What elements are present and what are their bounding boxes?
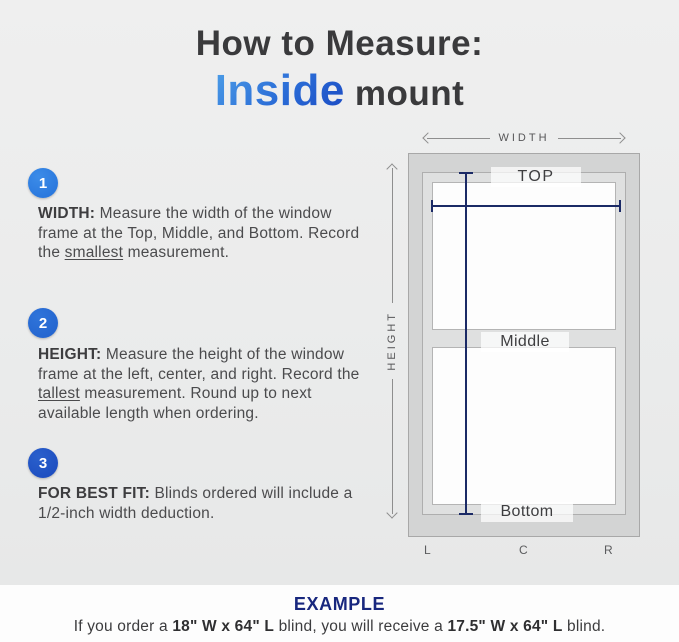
width-measurement-tick-left bbox=[431, 200, 433, 212]
step-3-body: Blinds ordered will include a 1/2-inch width deduction. bbox=[38, 485, 353, 522]
step-3-label: FOR BEST FIT: bbox=[38, 485, 150, 502]
arrow-line bbox=[392, 168, 393, 303]
height-measurement-tick-bottom bbox=[459, 513, 473, 515]
step-1-underlined-term: smallest bbox=[64, 244, 124, 261]
label-middle: Middle bbox=[481, 332, 569, 352]
arrow-up-icon bbox=[386, 163, 397, 174]
step-1-label: WIDTH: bbox=[38, 205, 96, 222]
step-2-text bbox=[38, 345, 376, 423]
arrow-down-icon bbox=[386, 507, 397, 518]
label-bottom: Bottom bbox=[481, 502, 573, 522]
width-arrow-label: WIDTH bbox=[498, 132, 550, 144]
step-1-number-badge: 1 bbox=[28, 168, 58, 198]
example-received-size: 17.5" W x 64" L bbox=[447, 618, 563, 635]
width-measurement-line bbox=[432, 205, 620, 207]
step-1-body: Measure the width of the window frame at the Top, Middle, and Bottom. Record the bbox=[38, 205, 360, 261]
step-1-text bbox=[38, 204, 376, 263]
example-heading: EXAMPLE bbox=[293, 594, 386, 614]
window-pane-bottom bbox=[432, 347, 616, 505]
width-measurement-tick-right bbox=[619, 200, 621, 212]
step-1-body-end: measurement. bbox=[123, 244, 230, 261]
arrow-line bbox=[427, 138, 490, 139]
step-3-text bbox=[38, 484, 376, 523]
example-text-2: blind, you will receive a bbox=[274, 618, 448, 635]
marker-right: R bbox=[604, 543, 614, 557]
arrow-line bbox=[558, 138, 621, 139]
title-line-1: How to Measure: bbox=[195, 24, 484, 63]
example-text-3: blind. bbox=[562, 618, 606, 635]
example-body bbox=[0, 618, 679, 636]
page-title bbox=[0, 24, 679, 116]
step-2-label: HEIGHT: bbox=[38, 346, 102, 363]
title-mount: mount bbox=[354, 74, 465, 113]
label-top: TOP bbox=[491, 167, 581, 187]
arrow-right-icon bbox=[614, 132, 625, 143]
arrow-left-icon bbox=[422, 132, 433, 143]
marker-center: C bbox=[519, 543, 529, 557]
marker-left: L bbox=[424, 543, 432, 557]
step-2-body: Measure the height of the window frame at the left, center, and right. Record the bbox=[38, 346, 360, 383]
step-3-number-badge: 3 bbox=[28, 448, 58, 478]
title-line-2 bbox=[0, 66, 679, 116]
arrow-line bbox=[392, 379, 393, 514]
example-section bbox=[0, 594, 679, 636]
height-measurement-tick-top bbox=[459, 172, 473, 174]
height-measure-arrow bbox=[384, 165, 400, 517]
step-2-body-end: measurement. Round up to next available length when ordering. bbox=[38, 385, 312, 422]
step-2-number-badge: 2 bbox=[28, 308, 58, 338]
example-text-1: If you order a bbox=[73, 618, 173, 635]
title-accent-inside: Inside bbox=[214, 66, 345, 115]
step-2-underlined-term: tallest bbox=[38, 385, 80, 402]
height-measurement-line bbox=[465, 173, 467, 514]
width-measure-arrow bbox=[424, 130, 624, 146]
height-arrow-label: HEIGHT bbox=[386, 311, 398, 371]
example-ordered-size: 18" W x 64" L bbox=[172, 618, 275, 635]
